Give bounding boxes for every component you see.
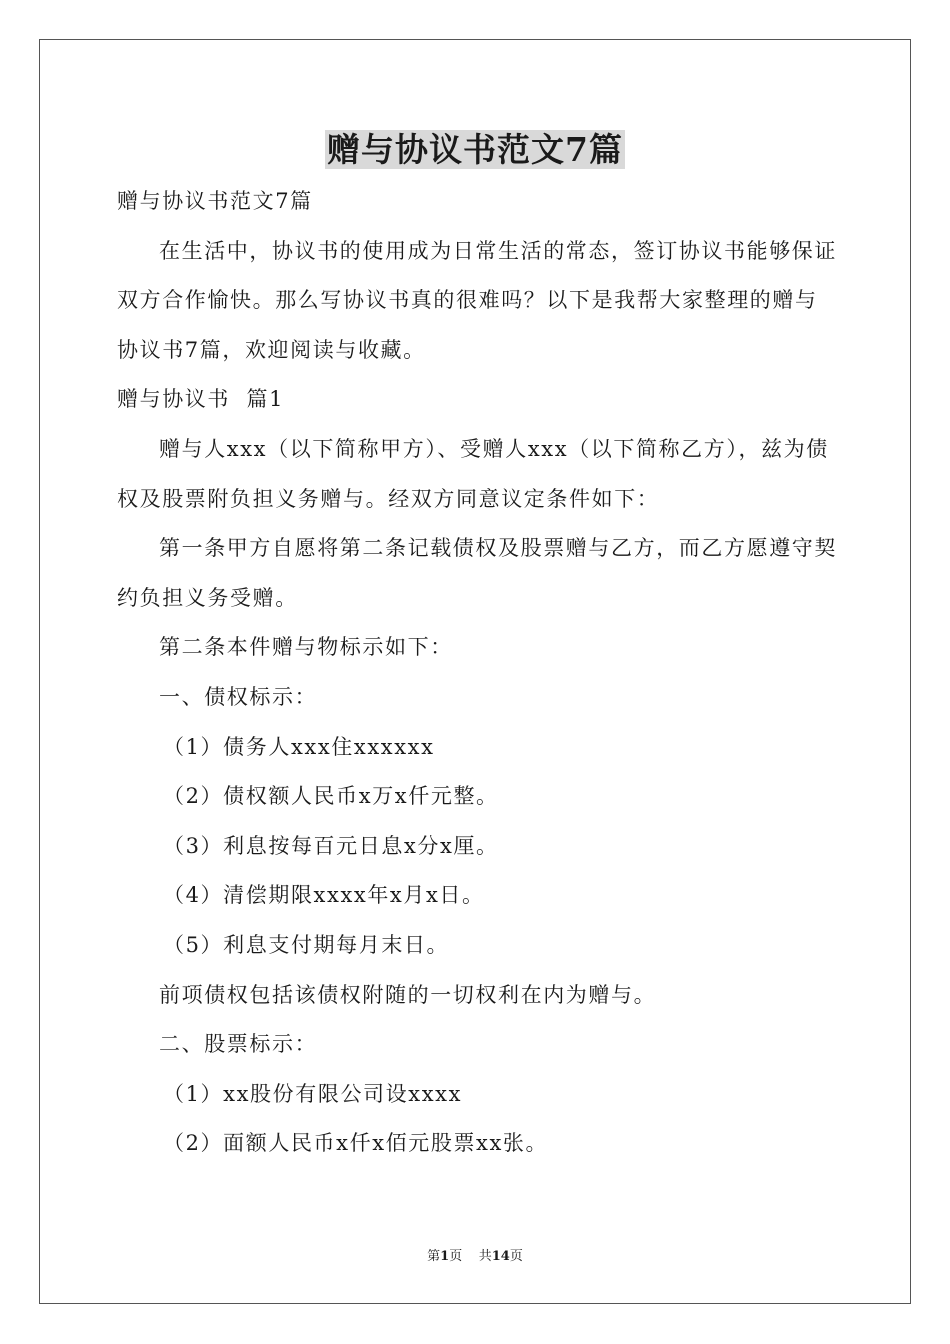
debt-item: （2）债权额人民币x万x仟元整。	[163, 784, 499, 809]
stock-item: （2）面额人民币x仟x佰元股票xx张。	[163, 1131, 549, 1156]
debt-item: （3）利息按每百元日息x分x厘。	[163, 833, 499, 858]
page-footer	[0, 1247, 950, 1267]
footer-total-prefix: 共	[478, 1249, 492, 1264]
document-body	[117, 177, 837, 1169]
debt-item: （5）利息支付期每月末日。	[163, 932, 450, 957]
footer-total-suffix: 页	[509, 1249, 523, 1264]
debt-heading: 一、债权标示：	[159, 684, 318, 709]
footer-page-suffix: 页	[449, 1249, 463, 1264]
document-subtitle: 赠与协议书范文7篇	[117, 189, 313, 213]
debt-item: （1）债务人xxx住xxxxxx	[163, 734, 435, 759]
footer-page-prefix: 第	[427, 1249, 441, 1264]
section-heading: 赠与协议书 篇1	[117, 387, 285, 412]
parties-paragraph: 赠与人xxx（以下简称甲方）、受赠人xxx（以下简称乙方），兹为债权及股票附负担义务赠与。经双方同意议定条件如下：	[117, 436, 829, 511]
stock-heading: 二、股票标示：	[159, 1032, 318, 1057]
stock-item: （1）xx股份有限公司设xxxx	[163, 1081, 463, 1106]
debt-item: （4）清偿期限xxxx年x月x日。	[163, 883, 485, 908]
footer-page-number: 1	[440, 1249, 450, 1264]
debt-note-paragraph: 前项债权包括该债权附随的一切权利在内为赠与。	[159, 982, 657, 1007]
document-title	[0, 126, 950, 174]
intro-paragraph: 在生活中，协议书的使用成为日常生活的常态，签订协议书能够保证双方合作愉快。那么写协议书真的很难吗？以下是我帮大家整理的赠与协议书7篇，欢迎阅读与收藏。	[117, 238, 837, 362]
article-2-paragraph: 第二条本件赠与物标示如下：	[159, 635, 453, 660]
article-1-paragraph: 第一条甲方自愿将第二条记载债权及股票赠与乙方，而乙方愿遵守契约负担义务受赠。	[117, 536, 837, 610]
footer-total-pages: 14	[491, 1249, 510, 1264]
document-title-text: 赠与协议书范文7篇	[327, 130, 623, 169]
